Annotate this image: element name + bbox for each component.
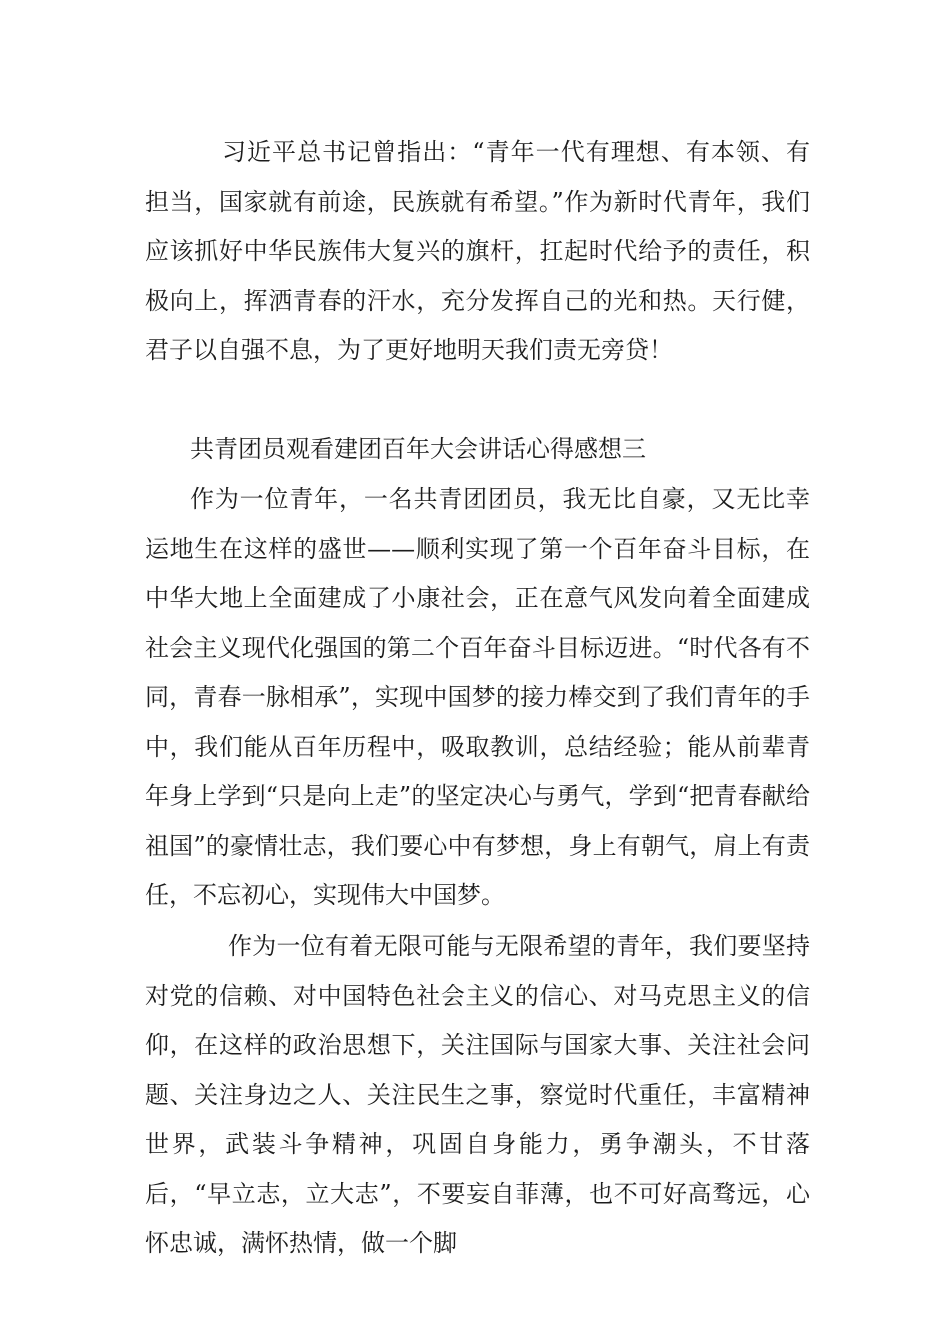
paragraph-youth-pride: 作为一位青年，一名共青团团员，我无比自豪，又无比幸运地生在这样的盛世——顺利实现了第一个百年奋斗目标，在中华大地上全面建成了小康社会，正在意气风发向着全面建成社会主义现代化强国的第二个百年奋斗目标迈进。“时代各有不同，青春一脉相承”，实现中国梦的接力棒交到了我们青年的手中，我们能从百年历程中，吸取教训，总结经验；能从前辈青年身上学到“只是向上走”的坚定决心与勇气，学到“把青春献给祖国”的豪情壮志，我们要心中有梦想，身上有朝气，肩上有责任，不忘初心，实现伟大中国梦。 (145, 485, 810, 909)
section-heading: 共青团员观看建团百年大会讲话心得感想三 (190, 435, 646, 463)
paragraph-youth-mission: 作为一位有着无限可能与无限希望的青年，我们要坚持对党的信赖、对中国特色社会主义的信心、对马克思主义的信仰，在这样的政治思想下，关注国际与国家大事、关注社会问题、关注身边之人、关注民生之事，察觉时代重任，丰富精神世界，武装斗争精神，巩固自身能力，勇争潮头，不甘落后，“早立志，立大志”，不要妄自菲薄，也不可好高骛远，心怀忠诚，满怀热情，做一个脚 (145, 932, 810, 1257)
paragraph-intro: 习近平总书记曾指出：“青年一代有理想、有本领、有担当，国家就有前途，民族就有希望。”作为新时代青年，我们应该抓好中华民族伟大复兴的旗杆，扛起时代给予的责任，积极向上，挥洒青春的汗水，充分发挥自己的光和热。天行健，君子以自强不息，为了更好地明天我们责无旁贷！ (145, 138, 810, 364)
